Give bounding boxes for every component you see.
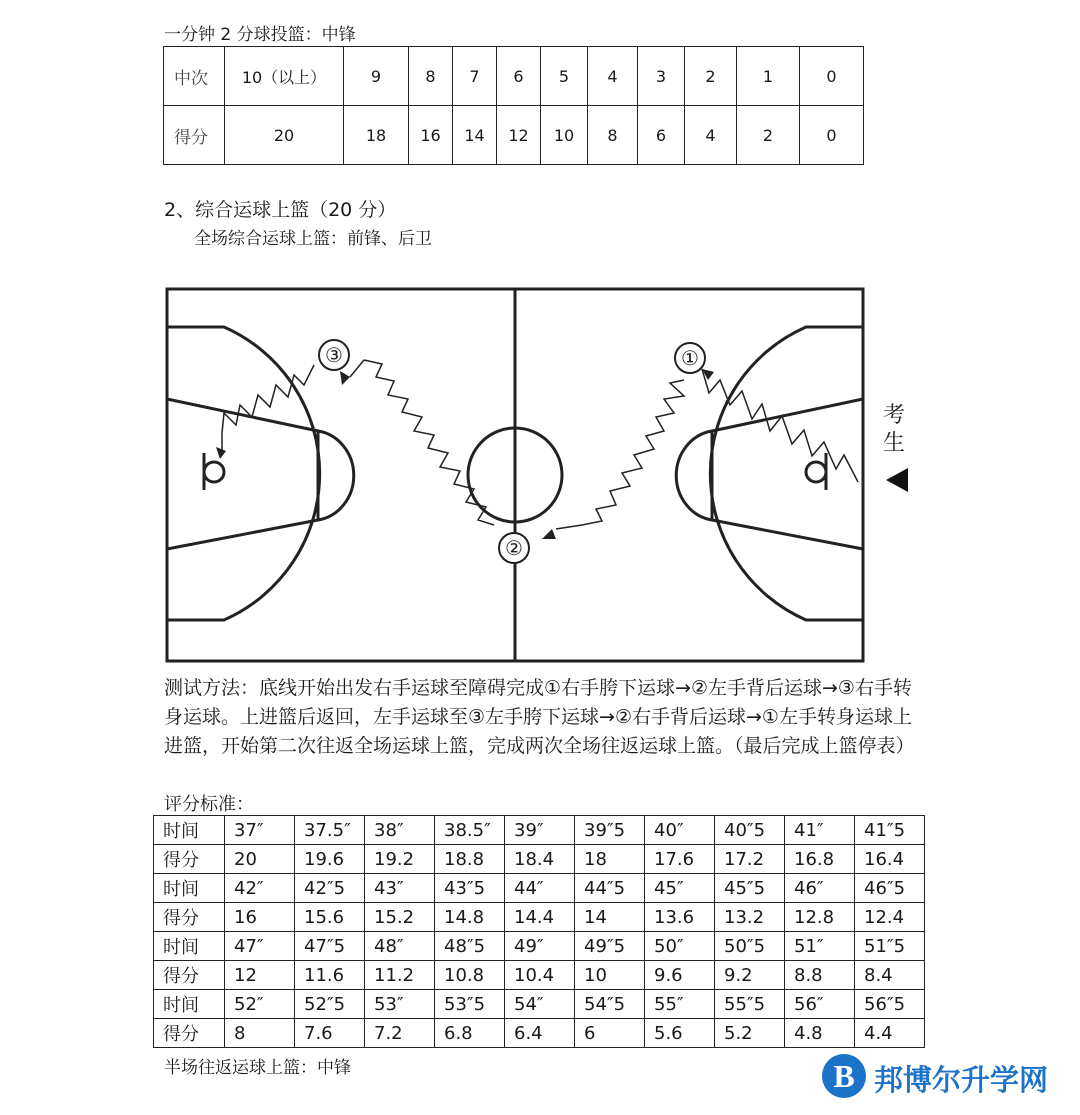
table-cell: 43″ — [365, 874, 435, 903]
table-cell: 14 — [453, 106, 497, 165]
table-cell: 45″5 — [715, 874, 785, 903]
table-cell: 12.4 — [855, 903, 925, 932]
table-row — [154, 874, 925, 903]
table-cell: 2 — [685, 47, 737, 106]
table-cell: 47″ — [225, 932, 295, 961]
marker-1-label: ① — [681, 346, 699, 370]
table-cell: 12.8 — [785, 903, 855, 932]
table-cell: 38.5″ — [435, 816, 505, 845]
table-cell: 40″ — [645, 816, 715, 845]
table-cell: 50″ — [645, 932, 715, 961]
table-cell: 10.8 — [435, 961, 505, 990]
table-cell: 39″ — [505, 816, 575, 845]
table-cell: 5.6 — [645, 1019, 715, 1048]
table-cell: 52″5 — [295, 990, 365, 1019]
row-label-score: 得分 — [154, 845, 225, 874]
table-cell: 56″5 — [855, 990, 925, 1019]
table-cell: 39″5 — [575, 816, 645, 845]
marker-3-label: ③ — [325, 343, 343, 367]
table-row — [154, 1019, 925, 1048]
table-cell: 41″ — [785, 816, 855, 845]
table-cell: 16.8 — [785, 845, 855, 874]
table-cell: 37.5″ — [295, 816, 365, 845]
table-cell: 1 — [737, 47, 800, 106]
table-cell: 45″ — [645, 874, 715, 903]
zigzag-right-to-1 — [702, 369, 858, 482]
table-cell: 41″5 — [855, 816, 925, 845]
table-cell: 4 — [588, 47, 638, 106]
table-cell: 9 — [344, 47, 409, 106]
arrowhead-to-2 — [542, 529, 556, 539]
table-cell: 42″5 — [295, 874, 365, 903]
table-cell: 10.4 — [505, 961, 575, 990]
next-section-heading: 半场往返运球上篮：中锋 — [164, 1058, 351, 1078]
table-cell: 20 — [225, 845, 295, 874]
table-cell: 42″ — [225, 874, 295, 903]
table-cell: 18 — [344, 106, 409, 165]
table-cell: 4.8 — [785, 1019, 855, 1048]
right-hoop — [806, 462, 826, 482]
table-cell: 3 — [638, 47, 685, 106]
table-row — [154, 961, 925, 990]
table-row — [164, 106, 864, 165]
row-label-score: 得分 — [154, 961, 225, 990]
table-cell: 8 — [588, 106, 638, 165]
table-cell: 11.2 — [365, 961, 435, 990]
table-cell: 49″ — [505, 932, 575, 961]
table-cell: 7.2 — [365, 1019, 435, 1048]
examinee-label: 考 生 — [883, 403, 906, 456]
table-cell: 15.2 — [365, 903, 435, 932]
table-cell: 44″ — [505, 874, 575, 903]
table-cell: 6.4 — [505, 1019, 575, 1048]
left-free-throw-arc — [318, 431, 354, 520]
table-cell: 0 — [800, 106, 864, 165]
criteria-label: 评分标准： — [164, 794, 254, 815]
table-cell: 48″ — [365, 932, 435, 961]
table-cell: 51″ — [785, 932, 855, 961]
table-cell: 10（以上） — [225, 47, 344, 106]
table-cell: 43″5 — [435, 874, 505, 903]
table-cell: 19.6 — [295, 845, 365, 874]
table-cell: 46″ — [785, 874, 855, 903]
table-cell: 38″ — [365, 816, 435, 845]
table-cell: 18.4 — [505, 845, 575, 874]
table-cell: 17.2 — [715, 845, 785, 874]
table-cell: 17.6 — [645, 845, 715, 874]
table-cell: 10 — [541, 106, 588, 165]
table-cell: 14.8 — [435, 903, 505, 932]
basketball-court-diagram — [164, 285, 904, 670]
section2-subheading: 全场综合运球上篮：前锋、后卫 — [194, 229, 432, 249]
table-row — [164, 47, 864, 106]
table-cell: 15.6 — [295, 903, 365, 932]
table-cell: 50″5 — [715, 932, 785, 961]
row-label-score: 得分 — [154, 903, 225, 932]
table-cell: 13.2 — [715, 903, 785, 932]
start-triangle-icon — [884, 466, 910, 494]
arrowhead-to-hoop — [216, 447, 226, 459]
table-cell: 8.4 — [855, 961, 925, 990]
table-cell: 14.4 — [505, 903, 575, 932]
row-label-score: 得分 — [154, 1019, 225, 1048]
logo-text: 邦博尔升学网 — [874, 1063, 1049, 1097]
left-hoop — [204, 462, 224, 482]
marker-2-label: ② — [505, 536, 523, 560]
right-key — [712, 399, 863, 549]
row-label-time: 时间 — [154, 990, 225, 1019]
table-cell: 8.8 — [785, 961, 855, 990]
table-cell: 6 — [575, 1019, 645, 1048]
table-cell: 0 — [800, 47, 864, 106]
row-label-time: 时间 — [154, 874, 225, 903]
table-row — [154, 990, 925, 1019]
table-cell: 12 — [497, 106, 541, 165]
table-cell: 5.2 — [715, 1019, 785, 1048]
table-cell: 40″5 — [715, 816, 785, 845]
table-cell: 2 — [737, 106, 800, 165]
zigzag-1-to-2 — [582, 380, 684, 525]
left-key — [167, 399, 318, 549]
table-cell: 12 — [225, 961, 295, 990]
table-cell: 11.6 — [295, 961, 365, 990]
section1-title: 一分钟 2 分球投篮：中锋 — [164, 25, 356, 45]
table-cell: 16.4 — [855, 845, 925, 874]
table-cell: 51″5 — [855, 932, 925, 961]
table-cell: 37″ — [225, 816, 295, 845]
row-label-shots: 中次 — [164, 47, 225, 106]
right-free-throw-arc — [676, 431, 712, 520]
table-cell: 55″5 — [715, 990, 785, 1019]
table-cell: 6.8 — [435, 1019, 505, 1048]
row-label-time: 时间 — [154, 932, 225, 961]
table-cell: 6 — [497, 47, 541, 106]
table-cell: 55″ — [645, 990, 715, 1019]
test-method-paragraph: 测试方法：底线开始出发右手运球至障碍完成①右手胯下运球→②左手背后运球→③右手转身运球。上进篮后返回，左手运球至③左手胯下运球→②右手背后运球→①左手转身运球上进篮，开始第二次往返全场运球上篮，完成两次全场往返运球上篮。（最后完成上篮停表） — [164, 677, 915, 757]
table-cell: 46″5 — [855, 874, 925, 903]
table-cell: 54″ — [505, 990, 575, 1019]
table-cell: 5 — [541, 47, 588, 106]
table-cell: 18.8 — [435, 845, 505, 874]
table-cell: 53″ — [365, 990, 435, 1019]
dribble-score-table — [153, 815, 925, 1048]
table-cell: 18 — [575, 845, 645, 874]
logo-letter: B — [833, 1058, 855, 1094]
table-cell: 9.2 — [715, 961, 785, 990]
table-cell: 10 — [575, 961, 645, 990]
table-cell: 8 — [409, 47, 453, 106]
table-cell: 6 — [638, 106, 685, 165]
table-cell: 49″5 — [575, 932, 645, 961]
table-row — [154, 845, 925, 874]
table-cell: 19.2 — [365, 845, 435, 874]
table-cell: 8 — [225, 1019, 295, 1048]
table-row — [154, 816, 925, 845]
table-cell: 7 — [453, 47, 497, 106]
table-cell: 56″ — [785, 990, 855, 1019]
table-cell: 20 — [225, 106, 344, 165]
table-cell: 9.6 — [645, 961, 715, 990]
table-cell: 16 — [409, 106, 453, 165]
table-cell: 53″5 — [435, 990, 505, 1019]
row-label-score: 得分 — [164, 106, 225, 165]
table-cell: 14 — [575, 903, 645, 932]
table-cell: 54″5 — [575, 990, 645, 1019]
table-cell: 7.6 — [295, 1019, 365, 1048]
table-cell: 4.4 — [855, 1019, 925, 1048]
table-cell: 4 — [685, 106, 737, 165]
arrowhead-to-3 — [340, 371, 350, 385]
right-three-point-arc — [710, 327, 863, 620]
table-cell: 16 — [225, 903, 295, 932]
table-row — [154, 932, 925, 961]
shooting-score-table — [163, 46, 864, 165]
site-logo[interactable] — [822, 1054, 1067, 1098]
table-cell: 52″ — [225, 990, 295, 1019]
table-cell: 48″5 — [435, 932, 505, 961]
table-cell: 13.6 — [645, 903, 715, 932]
left-three-point-arc — [167, 327, 320, 620]
row-label-time: 时间 — [154, 816, 225, 845]
table-row — [154, 903, 925, 932]
table-cell: 47″5 — [295, 932, 365, 961]
section2-heading: 2、综合运球上篮（20 分） — [164, 199, 397, 221]
table-cell: 44″5 — [575, 874, 645, 903]
